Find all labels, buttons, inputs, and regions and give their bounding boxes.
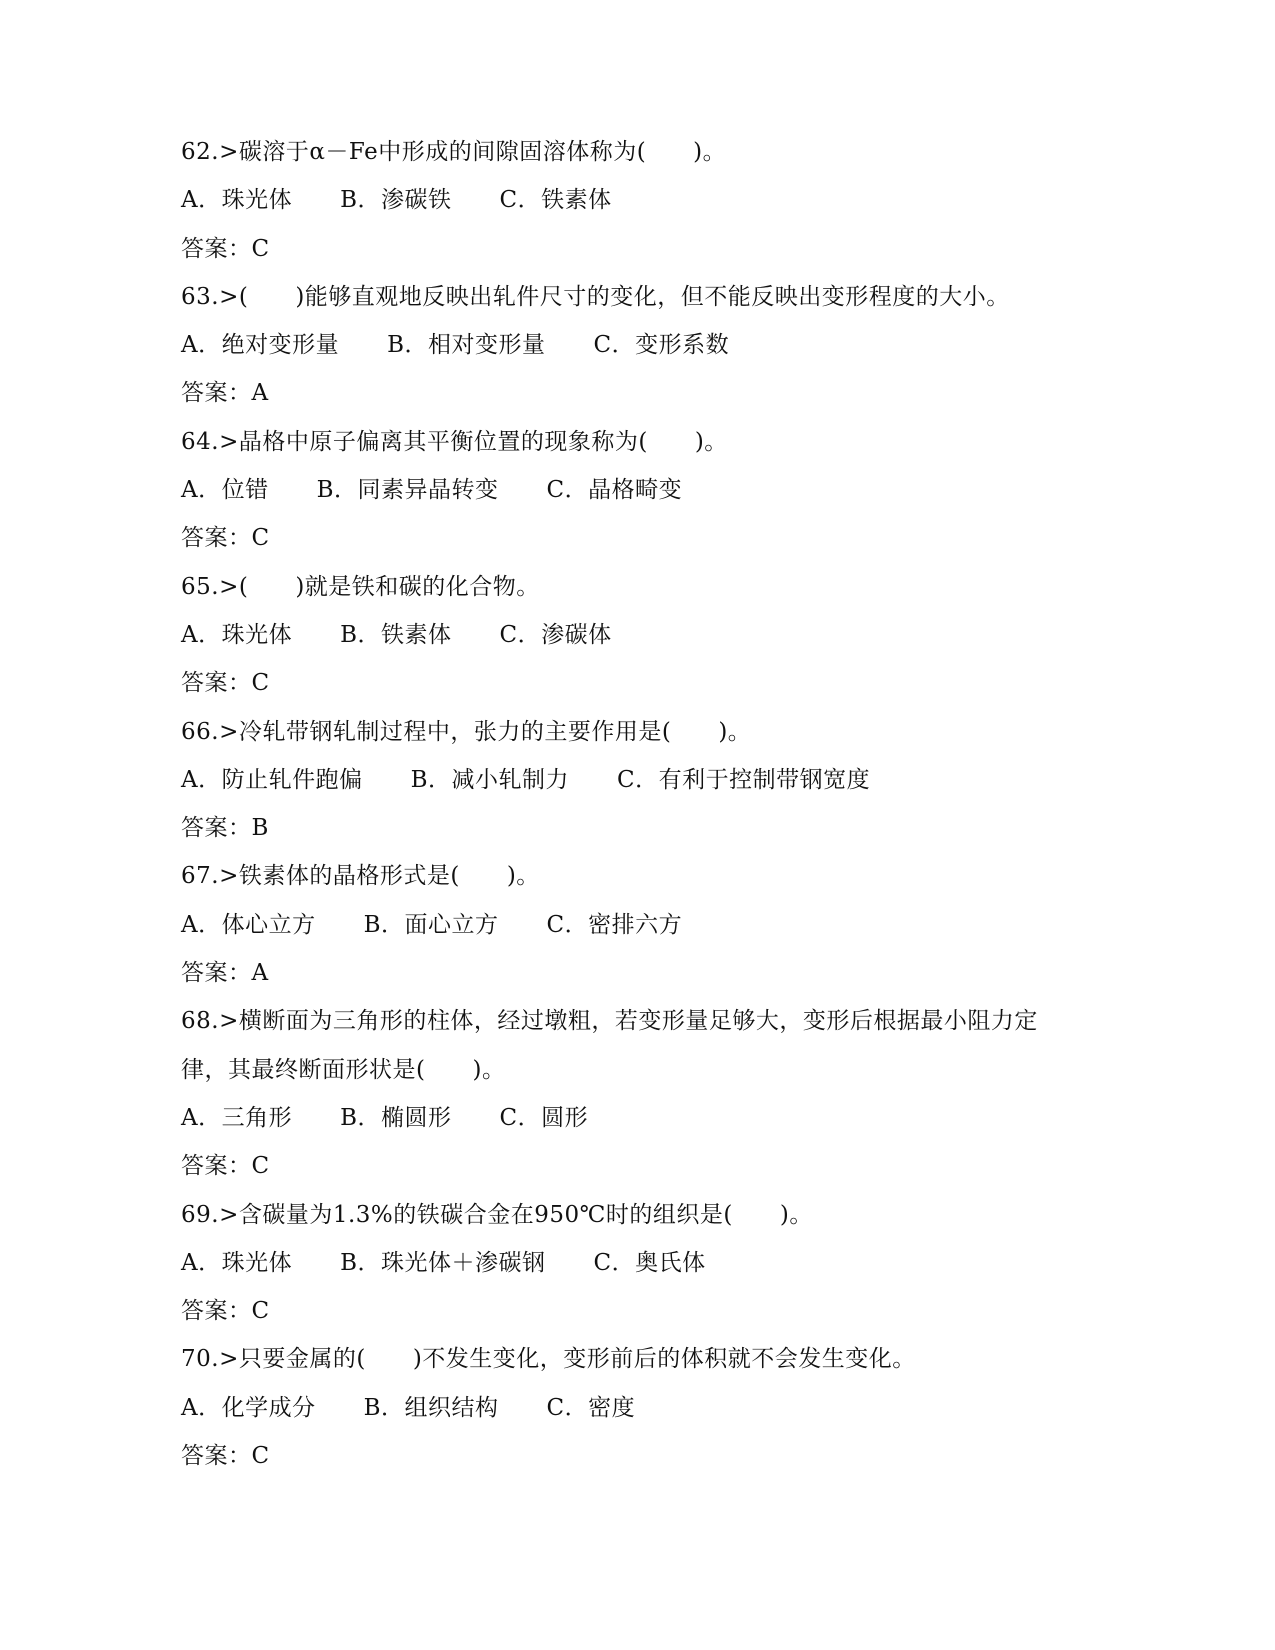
option-b: B．减小轧制力 [410,766,570,793]
question-65-options [181,620,1081,650]
question-64-options [181,475,1081,505]
question-67-options [181,910,1081,940]
option-b: B．椭圆形 [340,1104,452,1131]
option-b: B．珠光体＋渗碳钢 [340,1249,546,1276]
option-a: A．体心立方 [181,911,316,938]
option-a: A．珠光体 [181,187,293,214]
question-62-answer: 答案：C [181,235,270,262]
question-62-options [181,185,1081,215]
option-b: B．铁素体 [340,621,452,648]
question-68-answer: 答案：C [181,1153,270,1180]
option-c: C．变形系数 [593,332,730,359]
question-70-stem: 70.>只要金属的( )不发生变化，变形前后的体积就不会发生变化。 [181,1346,916,1373]
option-c: C．有利于控制带钢宽度 [617,766,871,793]
question-68-stem-line-2: 律，其最终断面形状是( )。 [181,1056,506,1083]
option-b: B．同素异晶转变 [316,477,499,504]
document-page [181,137,1081,1489]
question-62-stem: 62.>碳溶于α－Fe中形成的间隙固溶体称为( )。 [181,139,727,165]
question-70-options [181,1393,1081,1423]
question-66-answer: 答案：B [181,815,269,842]
question-69-stem: 69.>含碳量为1.3%的铁碳合金在950℃时的组织是( )。 [181,1201,813,1228]
option-a: A．位错 [181,477,269,504]
question-70-answer: 答案：C [181,1443,270,1470]
question-66-options [181,765,1081,795]
option-a: A．珠光体 [181,621,293,648]
question-63-stem: 63.>( )能够直观地反映出轧件尺寸的变化，但不能反映出变形程度的大小。 [181,283,1010,310]
option-c: C．密排六方 [546,911,683,938]
question-64-stem: 64.>晶格中原子偏离其平衡位置的现象称为( )。 [181,428,728,455]
option-c: C．晶格畸变 [546,477,683,504]
option-a: A．防止轧件跑偏 [181,766,363,793]
option-c: C．渗碳体 [499,621,612,648]
option-b: B．相对变形量 [387,332,546,359]
question-69-answer: 答案：C [181,1298,270,1325]
option-c: C．奥氏体 [593,1249,706,1276]
question-63-options [181,330,1081,360]
option-c: C．铁素体 [499,187,612,214]
question-64-answer: 答案：C [181,525,270,552]
option-a: A．三角形 [181,1104,293,1131]
question-69-options [181,1248,1081,1278]
option-b: B．面心立方 [363,911,499,938]
question-65-answer: 答案：C [181,670,270,697]
option-a: A．珠光体 [181,1249,293,1276]
question-66-stem: 66.>冷轧带钢轧制过程中，张力的主要作用是( )。 [181,718,752,745]
question-63-answer: 答案：A [181,380,269,407]
option-a: A．化学成分 [181,1394,316,1421]
option-c: C．密度 [546,1394,636,1421]
question-68-options [181,1103,1081,1133]
option-c: C．圆形 [499,1104,589,1131]
question-68-stem-line-1: 68.>横断面为三角形的柱体，经过墩粗，若变形量足够大，变形后根据最小阻力定 [181,1008,1038,1035]
option-a: A．绝对变形量 [181,332,340,359]
question-67-answer: 答案：A [181,960,269,987]
option-b: B．组织结构 [363,1394,499,1421]
question-67-stem: 67.>铁素体的晶格形式是( )。 [181,863,540,890]
question-65-stem: 65.>( )就是铁和碳的化合物。 [181,573,540,600]
option-b: B．渗碳铁 [340,187,452,214]
